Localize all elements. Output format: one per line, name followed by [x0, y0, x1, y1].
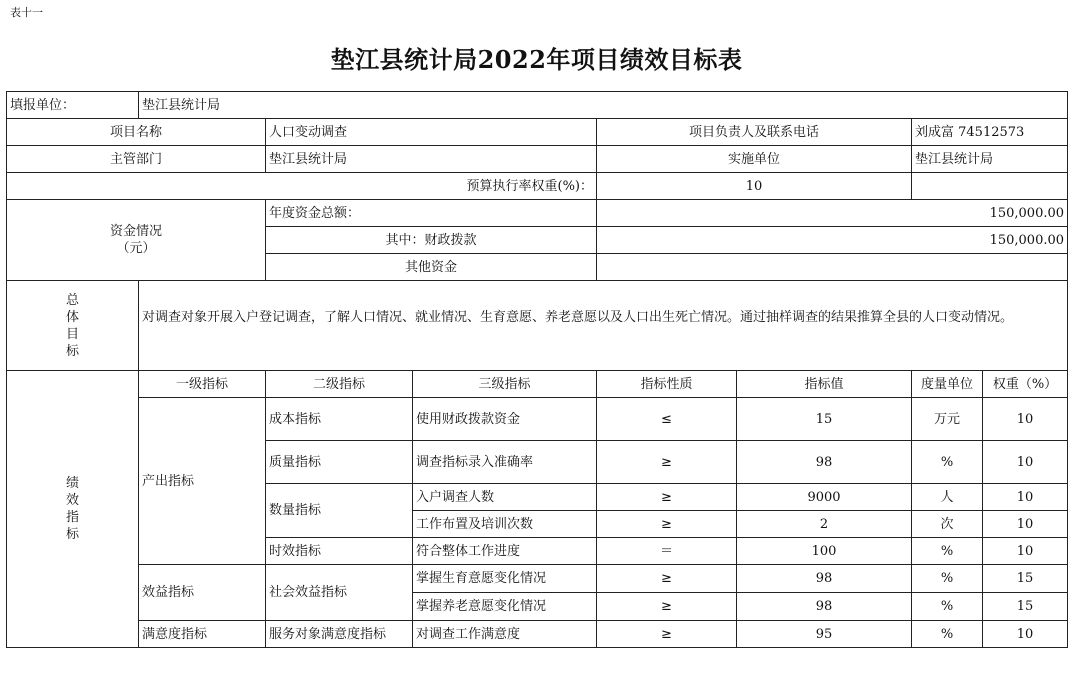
indicator-value: 100 — [737, 538, 912, 565]
indicator-header-row — [7, 371, 1068, 398]
indicator-weight: 15 — [983, 565, 1068, 593]
level2-social: 社会效益指标 — [266, 565, 413, 621]
indicator-name: 调查指标录入准确率 — [413, 441, 597, 484]
indicator-weight: 10 — [983, 511, 1068, 538]
indicator-nature: ≥ — [597, 565, 737, 593]
indicator-nature: ≥ — [597, 441, 737, 484]
overall-goal-text: 对调查对象开展入户登记调查，了解人口情况、就业情况、生育意愿、养老意愿以及人口出生死亡情况。通过抽样调查的结果推算全县的人口变动情况。 — [139, 281, 1068, 371]
indicator-weight: 10 — [983, 441, 1068, 484]
indicator-value: 98 — [737, 565, 912, 593]
fill-unit-row — [7, 92, 1068, 119]
level1-satisfaction: 满意度指标 — [139, 621, 266, 648]
perf-indicator-label — [7, 371, 139, 648]
indicator-weight: 15 — [983, 593, 1068, 621]
indicator-value: 95 — [737, 621, 912, 648]
indicator-weight: 10 — [983, 621, 1068, 648]
indicator-unit: 万元 — [912, 398, 983, 441]
indicator-name: 工作布置及培训次数 — [413, 511, 597, 538]
other-funds-label: 其他资金 — [266, 254, 597, 281]
annual-total-label: 年度资金总额： — [266, 200, 597, 227]
indicator-name: 掌握生育意愿变化情况 — [413, 565, 597, 593]
indicator-name: 掌握养老意愿变化情况 — [413, 593, 597, 621]
indicator-nature: ≥ — [597, 484, 737, 511]
indicator-unit: % — [912, 565, 983, 593]
overall-goal-char-1: 总 — [65, 292, 79, 308]
header-value: 指标值 — [737, 371, 912, 398]
project-name-row — [7, 119, 1068, 146]
table-number: 表十一 — [10, 6, 43, 19]
funds-total-row — [7, 200, 1068, 227]
indicator-row — [7, 621, 1068, 648]
impl-unit-label: 实施单位 — [597, 146, 912, 173]
level2-service: 服务对象满意度指标 — [266, 621, 413, 648]
document-title: 垫江县统计局2022年项目绩效目标表 — [330, 45, 743, 74]
budget-weight-value: 10 — [597, 173, 912, 200]
indicator-unit: % — [912, 593, 983, 621]
indicator-nature: ＝ — [597, 538, 737, 565]
indicator-value: 15 — [737, 398, 912, 441]
indicator-unit: % — [912, 538, 983, 565]
perf-label-char-4: 标 — [65, 527, 79, 542]
overall-goal-label — [7, 281, 139, 371]
indicator-name: 入户调查人数 — [413, 484, 597, 511]
overall-goal-char-3: 目 — [65, 326, 79, 342]
level1-benefit: 效益指标 — [139, 565, 266, 621]
project-name-value: 人口变动调查 — [266, 119, 597, 146]
perf-label-char-2: 效 — [65, 493, 79, 508]
performance-target-table — [6, 91, 1068, 648]
dept-label: 主管部门 — [7, 146, 266, 173]
indicator-value: 2 — [737, 511, 912, 538]
level2-quality: 质量指标 — [266, 441, 413, 484]
funds-label — [7, 200, 266, 281]
project-leader-label: 项目负责人及联系电话 — [597, 119, 912, 146]
indicator-row — [7, 565, 1068, 593]
header-level3: 三级指标 — [413, 371, 597, 398]
indicator-weight: 10 — [983, 538, 1068, 565]
indicator-unit: % — [912, 441, 983, 484]
impl-unit-value: 垫江县统计局 — [912, 146, 1068, 173]
perf-label-char-3: 指 — [65, 510, 79, 525]
level2-cost: 成本指标 — [266, 398, 413, 441]
funds-label-line1: 资金情况 — [109, 224, 162, 239]
header-unit: 度量单位 — [912, 371, 983, 398]
overall-goal-char-4: 标 — [65, 343, 79, 359]
project-leader-value: 刘成富 74512573 — [912, 119, 1068, 146]
overall-goal-row — [7, 281, 1068, 371]
header-nature: 指标性质 — [597, 371, 737, 398]
header-weight: 权重（%） — [983, 371, 1068, 398]
level1-output: 产出指标 — [139, 398, 266, 565]
budget-weight-label: 预算执行率权重(%)： — [7, 173, 597, 200]
level2-quantity: 数量指标 — [266, 484, 413, 538]
indicator-name: 对调查工作满意度 — [413, 621, 597, 648]
indicator-value: 9000 — [737, 484, 912, 511]
indicator-name: 符合整体工作进度 — [413, 538, 597, 565]
other-funds-value — [597, 254, 1068, 281]
perf-label-char-1: 绩 — [65, 476, 79, 491]
budget-weight-blank — [912, 173, 1068, 200]
indicator-unit: 次 — [912, 511, 983, 538]
fill-unit-value: 垫江县统计局 — [139, 92, 1068, 119]
indicator-weight: 10 — [983, 398, 1068, 441]
indicator-nature: ≥ — [597, 621, 737, 648]
annual-total-value: 150,000.00 — [597, 200, 1068, 227]
indicator-nature: ≥ — [597, 511, 737, 538]
department-row — [7, 146, 1068, 173]
indicator-row — [7, 398, 1068, 441]
indicator-value: 98 — [737, 593, 912, 621]
funds-label-line2: （元） — [116, 241, 156, 256]
indicator-weight: 10 — [983, 484, 1068, 511]
dept-value: 垫江县统计局 — [266, 146, 597, 173]
header-level2: 二级指标 — [266, 371, 413, 398]
header-level1: 一级指标 — [139, 371, 266, 398]
overall-goal-char-2: 体 — [65, 309, 79, 325]
project-name-label: 项目名称 — [7, 119, 266, 146]
fiscal-label: 其中：财政拨款 — [266, 227, 597, 254]
fill-unit-label: 填报单位： — [7, 92, 139, 119]
indicator-unit: % — [912, 621, 983, 648]
indicator-nature: ≤ — [597, 398, 737, 441]
indicator-name: 使用财政拨款资金 — [413, 398, 597, 441]
indicator-nature: ≥ — [597, 593, 737, 621]
budget-weight-row — [7, 173, 1068, 200]
level2-timeliness: 时效指标 — [266, 538, 413, 565]
indicator-value: 98 — [737, 441, 912, 484]
fiscal-value: 150,000.00 — [597, 227, 1068, 254]
indicator-unit: 人 — [912, 484, 983, 511]
